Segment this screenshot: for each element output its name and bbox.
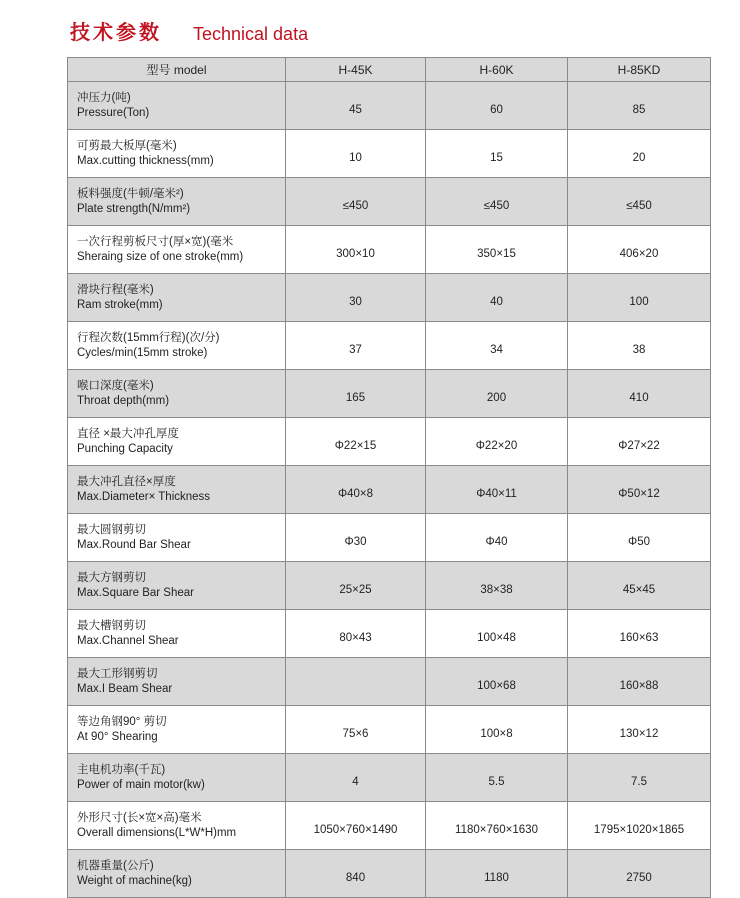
row-label — [68, 82, 286, 130]
table-row — [68, 562, 711, 610]
page-title-zh: 技术参数 — [70, 20, 162, 44]
technical-data-table — [67, 57, 711, 898]
value-cell: 15 — [426, 130, 568, 178]
value-cell: ≤450 — [568, 178, 711, 226]
value-cell: 160×88 — [568, 658, 711, 706]
row-label-en: Max.I Beam Shear — [77, 682, 173, 695]
table-row — [68, 802, 711, 850]
table-row — [68, 274, 711, 322]
value-cell: 34 — [426, 322, 568, 370]
value-cell: 2750 — [568, 850, 711, 898]
value-cell: 38 — [568, 322, 711, 370]
row-label-en: Max.Round Bar Shear — [77, 538, 191, 551]
row-label — [68, 802, 286, 850]
value-cell: 300×10 — [286, 226, 426, 274]
value-cell: 410 — [568, 370, 711, 418]
value-cell: 165 — [286, 370, 426, 418]
page-title-en: Technical data — [193, 24, 309, 44]
table-header-row — [68, 58, 711, 82]
table-row — [68, 754, 711, 802]
row-label — [68, 226, 286, 274]
row-label-en: Sheraing size of one stroke(mm) — [77, 250, 244, 263]
value-cell: Φ40×8 — [286, 466, 426, 514]
row-label-zh: 机器重量(公斤) — [77, 859, 154, 872]
row-label-zh: 主电机功率(千瓦) — [77, 763, 166, 776]
value-cell: 1050×760×1490 — [286, 802, 426, 850]
value-cell: Φ50 — [568, 514, 711, 562]
row-label — [68, 610, 286, 658]
value-cell: Φ22×20 — [426, 418, 568, 466]
value-cell: 7.5 — [568, 754, 711, 802]
value-cell: Φ40×11 — [426, 466, 568, 514]
row-label-zh: 最大方钢剪切 — [77, 571, 146, 584]
row-label — [68, 370, 286, 418]
row-label — [68, 418, 286, 466]
row-label — [68, 706, 286, 754]
table-row — [68, 322, 711, 370]
row-label-zh: 喉口深度(毫米) — [77, 379, 154, 392]
row-label-en: Max.Channel Shear — [77, 634, 179, 647]
value-cell: 160×63 — [568, 610, 711, 658]
value-cell: 1180 — [426, 850, 568, 898]
row-label-en: Max.Diameter× Thickness — [77, 490, 211, 503]
row-label-zh: 板料强度(牛顿/毫米²) — [77, 187, 184, 200]
table-row — [68, 178, 711, 226]
value-cell: 45×45 — [568, 562, 711, 610]
value-cell: 85 — [568, 82, 711, 130]
row-label-en: Cycles/min(15mm stroke) — [77, 346, 208, 359]
value-cell: 100×68 — [426, 658, 568, 706]
value-cell: Φ40 — [426, 514, 568, 562]
table-row — [68, 706, 711, 754]
value-cell: 100×8 — [426, 706, 568, 754]
row-label-en: Throat depth(mm) — [77, 394, 170, 407]
value-cell: 60 — [426, 82, 568, 130]
value-cell: 30 — [286, 274, 426, 322]
value-cell: Φ27×22 — [568, 418, 711, 466]
row-label-zh: 冲压力(吨) — [77, 91, 131, 104]
row-label-zh: 最大冲孔直径×厚度 — [77, 475, 176, 488]
table-row — [68, 418, 711, 466]
value-cell: 4 — [286, 754, 426, 802]
row-label-en: Max.Square Bar Shear — [77, 586, 194, 599]
row-label — [68, 466, 286, 514]
row-label — [68, 562, 286, 610]
value-cell: ≤450 — [426, 178, 568, 226]
value-cell: 40 — [426, 274, 568, 322]
row-label-zh: 等边角钢90° 剪切 — [77, 715, 167, 728]
value-cell: 130×12 — [568, 706, 711, 754]
row-label-zh: 一次行程剪板尺寸(厚×宽)(毫米 — [77, 235, 234, 248]
row-label-zh: 直径 ×最大冲孔厚度 — [77, 427, 179, 440]
row-label — [68, 322, 286, 370]
table-body — [68, 82, 711, 898]
value-cell: Φ50×12 — [568, 466, 711, 514]
table-row — [68, 130, 711, 178]
table-row — [68, 466, 711, 514]
value-cell: 80×43 — [286, 610, 426, 658]
table-row — [68, 370, 711, 418]
value-cell: 350×15 — [426, 226, 568, 274]
row-label-en: Max.cutting thickness(mm) — [77, 154, 214, 167]
value-cell: ≤450 — [286, 178, 426, 226]
row-label — [68, 754, 286, 802]
value-cell: 45 — [286, 82, 426, 130]
value-cell: 5.5 — [426, 754, 568, 802]
row-label-zh: 可剪最大板厚(毫米) — [77, 139, 177, 152]
row-label — [68, 514, 286, 562]
value-cell: 75×6 — [286, 706, 426, 754]
value-cell: 10 — [286, 130, 426, 178]
value-cell: 406×20 — [568, 226, 711, 274]
header-model-h85kd: H-85KD — [568, 58, 711, 82]
row-label-en: Pressure(Ton) — [77, 106, 150, 119]
table-row — [68, 514, 711, 562]
value-cell: 100×48 — [426, 610, 568, 658]
row-label — [68, 178, 286, 226]
row-label — [68, 130, 286, 178]
value-cell: 1795×1020×1865 — [568, 802, 711, 850]
value-cell: 100 — [568, 274, 711, 322]
row-label-en: Plate strength(N/mm²) — [77, 202, 191, 215]
row-label-en: Power of main motor(kw) — [77, 778, 205, 791]
value-cell: Φ30 — [286, 514, 426, 562]
row-label — [68, 274, 286, 322]
table-row — [68, 658, 711, 706]
header-model-h45k: H-45K — [286, 58, 426, 82]
value-cell: 1180×760×1630 — [426, 802, 568, 850]
table-row — [68, 610, 711, 658]
table-row — [68, 226, 711, 274]
row-label-en: At 90° Shearing — [77, 730, 158, 743]
row-label-en: Overall dimensions(L*W*H)mm — [77, 826, 237, 839]
value-cell: 20 — [568, 130, 711, 178]
value-cell: 25×25 — [286, 562, 426, 610]
row-label-zh: 最大槽钢剪切 — [77, 619, 146, 632]
header-model-label: 型号 model — [68, 58, 286, 82]
row-label-zh: 行程次数(15mm行程)(次/分) — [77, 331, 220, 344]
header-model-h60k: H-60K — [426, 58, 568, 82]
row-label — [68, 658, 286, 706]
value-cell: Φ22×15 — [286, 418, 426, 466]
row-label-en: Weight of machine(kg) — [77, 874, 192, 887]
row-label-zh: 最大工形钢剪切 — [77, 667, 158, 680]
row-label-en: Punching Capacity — [77, 442, 173, 455]
value-cell: 37 — [286, 322, 426, 370]
table-row — [68, 82, 711, 130]
row-label-en: Ram stroke(mm) — [77, 298, 163, 311]
row-label-zh: 外形尺寸(长×宽×高)毫米 — [77, 811, 202, 824]
table-row — [68, 850, 711, 898]
value-cell: 840 — [286, 850, 426, 898]
row-label — [68, 850, 286, 898]
value-cell — [286, 658, 426, 706]
row-label-zh: 最大圆钢剪切 — [77, 523, 146, 536]
value-cell: 200 — [426, 370, 568, 418]
row-label-zh: 滑块行程(毫米) — [77, 283, 154, 296]
value-cell: 38×38 — [426, 562, 568, 610]
